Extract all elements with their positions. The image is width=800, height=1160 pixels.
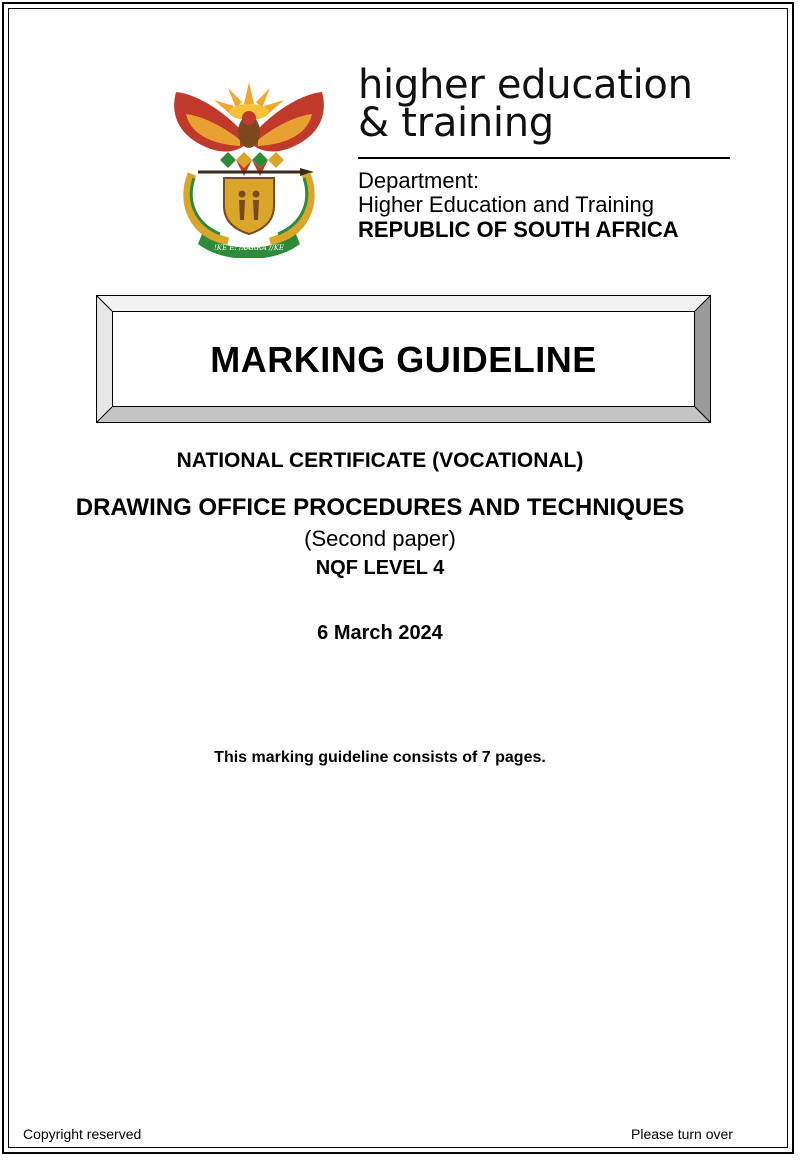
paper-line: (Second paper): [304, 526, 456, 551]
footer-turn-over: Please turn over: [631, 1126, 733, 1142]
subject-line: DRAWING OFFICE PROCEDURES AND TECHNIQUES: [75, 494, 685, 521]
document-title: MARKING GUIDELINE: [210, 338, 597, 380]
brand-title: [358, 62, 738, 146]
department-name: Higher Education and Training: [358, 192, 654, 217]
brand-line-1: higher education: [358, 62, 693, 108]
certificate-line: NATIONAL CERTIFICATE (VOCATIONAL): [176, 449, 584, 472]
pages-note: This marking guideline consists of 7 pages.: [214, 749, 546, 766]
footer-copyright: Copyright reserved: [23, 1126, 142, 1142]
brand-line-2: & training: [358, 100, 554, 146]
department-country: REPUBLIC OF SOUTH AFRICA: [358, 217, 679, 242]
level-line: NQF LEVEL 4: [315, 557, 445, 579]
coat-of-arms-icon: [168, 74, 330, 258]
department-label: Department:: [358, 168, 480, 193]
brand-divider: [358, 157, 730, 159]
crest-motto: !KE E: /XARRA //KE: [213, 244, 285, 252]
exam-date: 6 March 2024: [317, 622, 443, 644]
